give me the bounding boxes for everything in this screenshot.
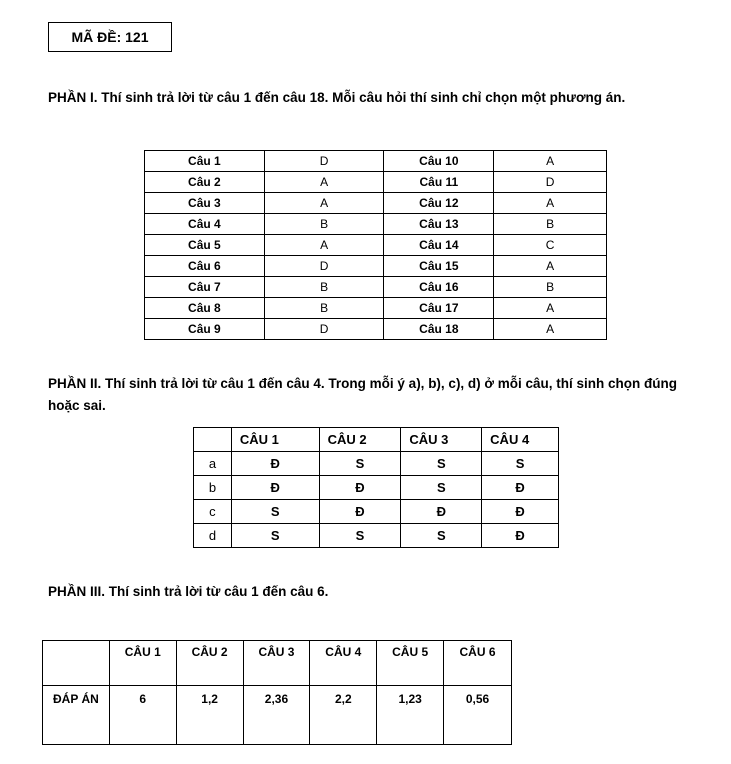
answer-cell: B	[264, 214, 384, 235]
exam-code: MÃ ĐỀ: 121	[71, 29, 149, 45]
column-header: CÂU 4	[482, 428, 559, 452]
answer-cell: S	[401, 524, 482, 548]
table-row	[194, 476, 559, 500]
answer-cell: Đ	[319, 476, 401, 500]
exam-code-box	[48, 22, 172, 52]
part2-answer-table	[193, 427, 559, 548]
answer-cell: 2,2	[310, 686, 377, 745]
column-header: CÂU 4	[310, 641, 377, 686]
table-row	[194, 524, 559, 548]
column-header: CÂU 3	[243, 641, 310, 686]
question-cell: Câu 7	[145, 277, 265, 298]
question-cell: Câu 13	[384, 214, 494, 235]
answer-cell: A	[264, 235, 384, 256]
answer-cell: B	[264, 298, 384, 319]
answer-cell: B	[264, 277, 384, 298]
part1-heading: PHẦN I. Thí sinh trả lời từ câu 1 đến câu 18. Mỗi câu hỏi thí sinh chỉ chọn một phương án.	[48, 90, 626, 105]
answer-cell: Đ	[231, 476, 319, 500]
question-cell: Câu 2	[145, 172, 265, 193]
answer-cell: 6	[109, 686, 176, 745]
answer-cell: 1,23	[377, 686, 444, 745]
table-row	[145, 277, 607, 298]
column-header: CÂU 2	[319, 428, 401, 452]
answer-cell: S	[319, 452, 401, 476]
question-cell: Câu 17	[384, 298, 494, 319]
question-cell: Câu 16	[384, 277, 494, 298]
table-row	[145, 172, 607, 193]
table-header-row	[43, 641, 512, 686]
answer-cell: C	[494, 235, 607, 256]
question-cell: Câu 3	[145, 193, 265, 214]
answer-cell: B	[494, 214, 607, 235]
part3-answer-table	[42, 640, 512, 745]
answer-cell: A	[494, 256, 607, 277]
answer-cell: 1,2	[176, 686, 243, 745]
answer-cell: Đ	[319, 500, 401, 524]
table-row	[194, 452, 559, 476]
answer-cell: S	[401, 476, 482, 500]
answer-cell: 0,56	[444, 686, 512, 745]
answer-cell: Đ	[482, 500, 559, 524]
table-row	[145, 298, 607, 319]
part3-heading: PHẦN III. Thí sinh trả lời từ câu 1 đến câu 6.	[48, 584, 329, 599]
row-label: d	[194, 524, 232, 548]
question-cell: Câu 15	[384, 256, 494, 277]
row-label: ĐÁP ÁN	[43, 686, 110, 745]
question-cell: Câu 10	[384, 151, 494, 172]
question-cell: Câu 18	[384, 319, 494, 340]
column-header: CÂU 1	[231, 428, 319, 452]
answer-cell: D	[264, 256, 384, 277]
part2-heading: PHẦN II. Thí sinh trả lời từ câu 1 đến câu 4. Trong mỗi ý a), b), c), d) ở mỗi câu, thí sinh chọn đúng hoặc sai.	[48, 376, 678, 413]
column-header: CÂU 5	[377, 641, 444, 686]
answer-cell: 2,36	[243, 686, 310, 745]
table-row	[145, 319, 607, 340]
question-cell: Câu 4	[145, 214, 265, 235]
table-row	[194, 500, 559, 524]
answer-cell: Đ	[401, 500, 482, 524]
column-header: CÂU 6	[444, 641, 512, 686]
answer-cell: B	[494, 277, 607, 298]
table-row	[43, 686, 512, 745]
answer-cell: D	[264, 319, 384, 340]
part1-table-body	[145, 151, 607, 340]
answer-cell: S	[231, 500, 319, 524]
answer-cell: A	[264, 193, 384, 214]
table-row	[145, 235, 607, 256]
answer-cell: S	[401, 452, 482, 476]
table-header-row	[194, 428, 559, 452]
answer-cell: A	[494, 298, 607, 319]
column-header	[43, 641, 110, 686]
answer-cell: D	[264, 151, 384, 172]
answer-cell: D	[494, 172, 607, 193]
question-cell: Câu 11	[384, 172, 494, 193]
answer-cell: Đ	[231, 452, 319, 476]
answer-cell: A	[494, 319, 607, 340]
row-label: a	[194, 452, 232, 476]
answer-cell: A	[494, 151, 607, 172]
row-label: b	[194, 476, 232, 500]
question-cell: Câu 8	[145, 298, 265, 319]
table-row	[145, 256, 607, 277]
answer-cell: S	[231, 524, 319, 548]
column-header: CÂU 1	[109, 641, 176, 686]
column-header	[194, 428, 232, 452]
answer-cell: S	[319, 524, 401, 548]
answer-cell: A	[264, 172, 384, 193]
table-row	[145, 193, 607, 214]
answer-cell: Đ	[482, 476, 559, 500]
answer-cell: Đ	[482, 524, 559, 548]
row-label: c	[194, 500, 232, 524]
answer-cell: A	[494, 193, 607, 214]
question-cell: Câu 6	[145, 256, 265, 277]
question-cell: Câu 9	[145, 319, 265, 340]
column-header: CÂU 2	[176, 641, 243, 686]
question-cell: Câu 12	[384, 193, 494, 214]
part1-answer-table	[144, 150, 607, 340]
table-row	[145, 151, 607, 172]
column-header: CÂU 3	[401, 428, 482, 452]
table-row	[145, 214, 607, 235]
question-cell: Câu 5	[145, 235, 265, 256]
question-cell: Câu 14	[384, 235, 494, 256]
question-cell: Câu 1	[145, 151, 265, 172]
answer-cell: S	[482, 452, 559, 476]
